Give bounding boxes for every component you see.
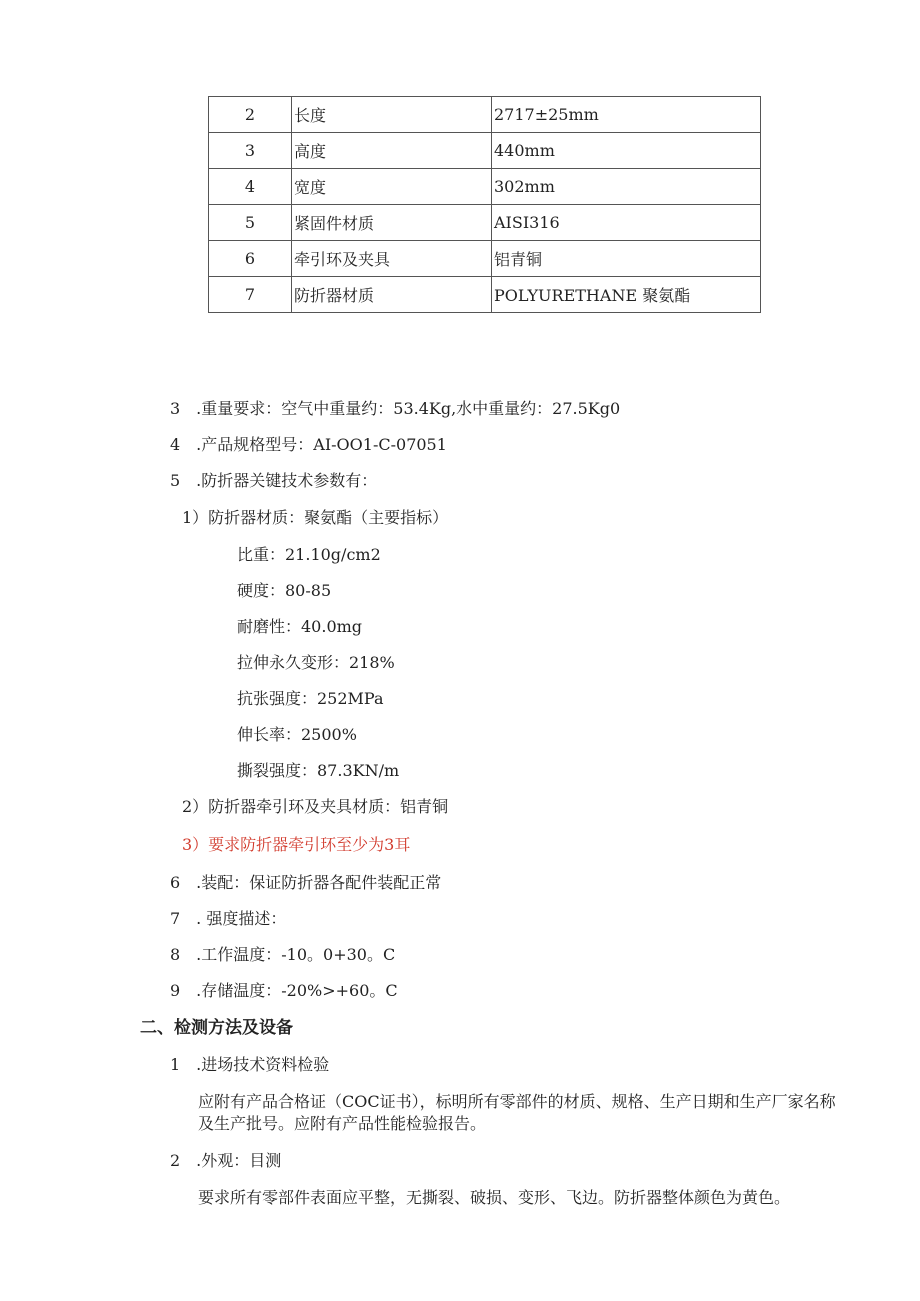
row-value: 铝青铜 (492, 241, 761, 277)
ring-requirement: 3）要求防折器牵引环至少为3耳 (182, 835, 411, 854)
row-number: 5 (209, 205, 292, 241)
param-abrasion: 耐磨性：40.0mg (237, 617, 363, 636)
table-row (209, 205, 761, 241)
row-number: 3 (209, 133, 292, 169)
param-specific-gravity: 比重：21.10g∕cm2 (237, 545, 381, 564)
row-value: 302mm (492, 169, 761, 205)
row-item: 牵引环及夹具 (292, 241, 492, 277)
table-row (209, 169, 761, 205)
ring-material: 2）防折器牵引环及夹具材质：铝青铜 (182, 797, 449, 816)
row-item: 高度 (292, 133, 492, 169)
spec-table (208, 96, 761, 313)
row-item: 长度 (292, 97, 492, 133)
row-item: 紧固件材质 (292, 205, 492, 241)
param-tensile-set: 拉伸永久变形：218% (237, 653, 395, 672)
row-item: 防折器材质 (292, 277, 492, 313)
row-value: AISI316 (492, 205, 761, 241)
row-number: 2 (209, 97, 292, 133)
table-row (209, 133, 761, 169)
param-tensile-strength: 抗张强度：252MPa (237, 689, 384, 708)
row-value: 440mm (492, 133, 761, 169)
strength-item: 7 . 强度描述： (170, 909, 287, 928)
weight-requirement: 3 .重量要求：空气中重量约：53.4Kg,水中重量约：27.5Kg0 (170, 399, 621, 418)
method-2-title: 2 .外观：目测 (170, 1151, 282, 1170)
material-subheading: 1）防折器材质：聚氨酯（主要指标） (182, 508, 449, 527)
row-number: 6 (209, 241, 292, 277)
table-row (209, 277, 761, 313)
row-value: POLYURETHANE 聚氨酯 (492, 277, 761, 313)
section-heading: 二、检测方法及设备 (140, 1018, 293, 1038)
table-row (209, 97, 761, 133)
method-1-text: 应附有产品合格证（COC证书），标明所有零部件的材质、规格、生产日期和生产厂家名称及生产批号。应附有产品性能检验报告。 (198, 1092, 836, 1133)
param-tear-strength: 撕裂强度：87.3KN∕m (237, 761, 400, 780)
product-model: 4 .产品规格型号：AI-OO1-C-07051 (170, 435, 447, 454)
row-number: 7 (209, 277, 292, 313)
method-1-title: 1 .进场技术资料检验 (170, 1055, 330, 1074)
row-number: 4 (209, 169, 292, 205)
row-item: 宽度 (292, 169, 492, 205)
storage-temp-item: 9 .存储温度：-20%>+60。C (170, 981, 398, 1000)
assembly-item: 6 .装配：保证防折器各配件装配正常 (170, 873, 442, 892)
row-value: 2717±25mm (492, 97, 761, 133)
table-row (209, 241, 761, 277)
param-elongation: 伸长率：2500% (237, 725, 357, 744)
working-temp-item: 8 .工作温度：-10。0+30。C (170, 945, 396, 964)
param-hardness: 硬度：80-85 (237, 581, 332, 600)
method-2-text: 要求所有零部件表面应平整，无撕裂、破损、变形、飞边。防折器整体颜色为黄色。 (198, 1188, 791, 1207)
key-params-heading: 5 .防折器关键技术参数有： (170, 471, 378, 490)
